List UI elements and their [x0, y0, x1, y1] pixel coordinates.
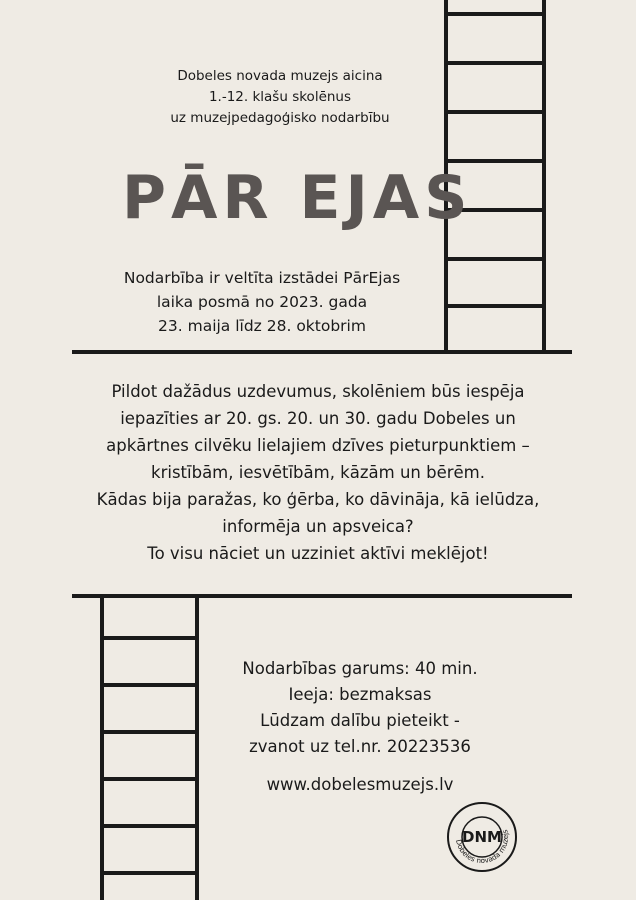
description-text: [70, 378, 566, 567]
museum-logo-icon: [445, 800, 519, 874]
intro-line: 1.-12. klašu skolēnus: [208, 89, 352, 105]
description-line: apkārtnes cilvēku lielajiem dzīves pieturpunktiem –: [106, 436, 530, 455]
phone-text[interactable]: zvanot uz tel.nr. 20223536: [249, 737, 471, 756]
register-text: Lūdzam dalību pieteikt -: [260, 711, 460, 730]
intro-line: Dobeles novada muzejs aicina: [177, 68, 383, 84]
period-line: Nodarbība ir veltīta izstādei PārEjas: [123, 269, 401, 287]
intro-text: [150, 66, 410, 129]
entry-text: Ieeja: bezmaksas: [288, 685, 432, 704]
description-line: Pildot dažādus uzdevumus, skolēniem būs iespēja: [111, 382, 525, 401]
exhibition-title: PĀR EJAS: [122, 163, 473, 233]
period-line: laika posmā no 2023. gada: [156, 293, 368, 311]
period-line: 23. maija līdz 28. oktobrim: [158, 317, 366, 335]
description-line: kristībām, iesvētībām, kāzām un bērēm.: [151, 463, 485, 482]
period-text: [92, 266, 432, 338]
website-link[interactable]: www.dobelesmuzejs.lv: [266, 775, 454, 794]
duration-text: Nodarbības garums: 40 min.: [242, 659, 478, 678]
logo-mark: DNM: [462, 828, 502, 846]
info-block: [215, 656, 505, 760]
description-line: To visu nāciet un uzziniet aktīvi meklējot!: [147, 544, 489, 563]
logo-ring-text: Dobeles novada muzejs: [454, 828, 511, 866]
intro-line: uz muzejpedagoģisko nodarbību: [170, 110, 390, 126]
description-line: Kādas bija paražas, ko ģērba, ko dāvināja, kā ielūdza,: [96, 490, 540, 509]
description-line: informēja un apsveica?: [222, 517, 414, 536]
description-line: iepazīties ar 20. gs. 20. un 30. gadu Dobeles un: [120, 409, 516, 428]
